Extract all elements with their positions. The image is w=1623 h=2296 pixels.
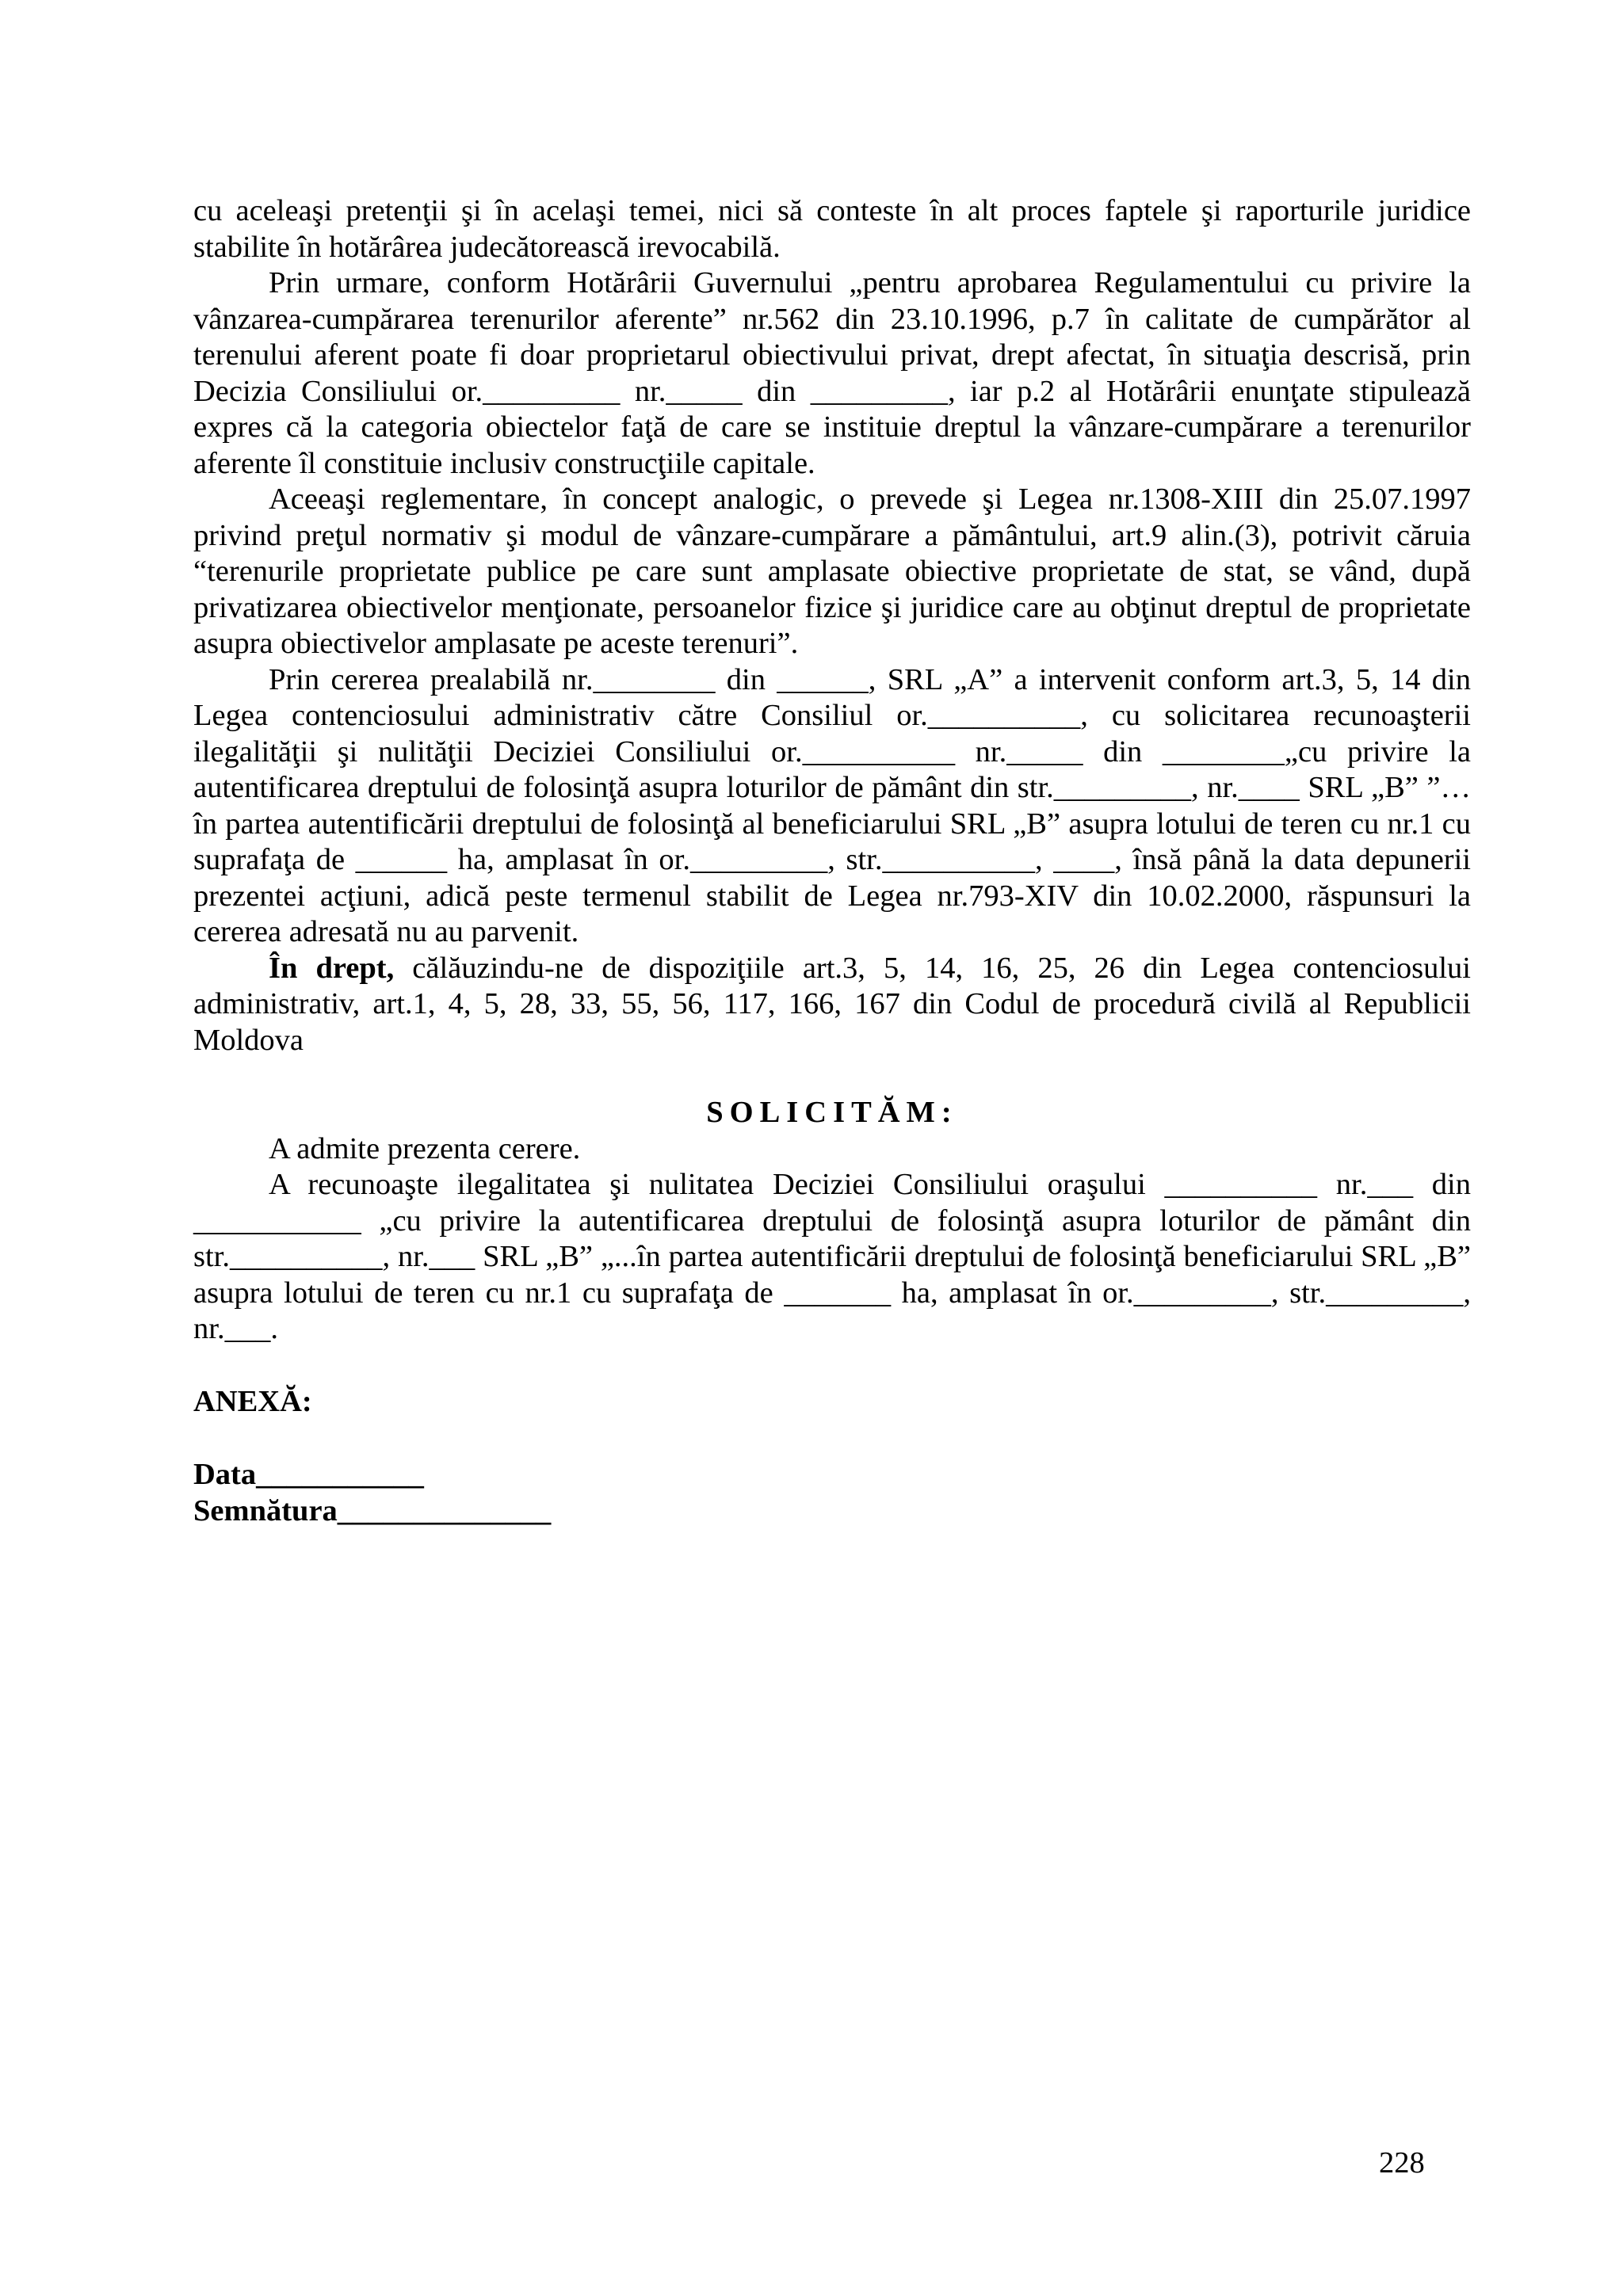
- paragraph-4: Prin cererea prealabilă nr.________ din ______, SRL „A” a intervenit conform art.3, 5, 14 din Legea contenciosului administrativ către Consiliul or.__________, cu solicitarea recunoaşterii ilegalităţii şi nulităţii Deciziei Consiliului or.__________ nr._____ din ________„cu privire la autentificarea dreptului de folosinţă asupra loturilor de pământ din str._________, nr.____ SRL „B” ”… în partea autentificării dreptului de folosinţă al beneficiarului SRL „B” asupra lotului de teren cu nr.1 cu suprafaţa de ______ ha, amplasat în or._________, str.__________, ____, însă până la data depunerii prezentei acţiuni, adică peste termenul stabilit de Legea nr.793-XIV din 10.02.2000, răspunsuri la cererea adresată nu au parvenit.: [193, 662, 1471, 948]
- page-number: 228: [1379, 2146, 1425, 2180]
- legal-basis-text: călăuzindu-ne de dispoziţiile art.3, 5, 14, 16, 25, 26 din Legea contenciosului administrativ, art.1, 4, 5, 28, 33, 55, 56, 117, 166, 167 din Codul de procedură civilă al Republicii Moldova: [193, 951, 1471, 1057]
- paragraph-legal-basis: [193, 951, 1471, 1059]
- paragraph-3: Aceeaşi reglementare, în concept analogic, o prevede şi Legea nr.1308-XIII din 25.07.1997 privind preţul normativ şi modul de vânzare-cumpărare a pământului, art.9 alin.(3), potrivit căruia “terenurile proprietate publice pe care sunt amplasate obiective proprietate de stat, se vând, după privatizarea obiectivelor menţionate, persoanelor fizice şi juridice care au obţinut dreptul de proprietate asupra obiectivelor amplasate pe aceste terenuri”.: [193, 482, 1471, 660]
- paragraph-1: cu aceleaşi pretenţii şi în acelaşi temei, nici să conteste în alt proces faptele şi raporturile juridice stabilite în hotărârea judecătorească irevocabilă.: [193, 194, 1471, 264]
- date-field: Data___________: [193, 1458, 424, 1491]
- document-body: [193, 193, 1471, 1529]
- request-item-2: A recunoaşte ilegalitatea şi nulitatea Deciziei Consiliului oraşului __________ nr.___ din ___________ „cu privire la autentificarea dreptului de folosinţă asupra loturilor de pământ din str.__________, nr.___ SRL „B” „...în partea autentificării dreptului de folosinţă beneficiarului SRL „B” asupra lotului de teren cu nr.1 cu suprafaţa de _______ ha, amplasat în or._________, str._________, nr.___.: [193, 1168, 1471, 1345]
- signature-field: Semnătura______________: [193, 1493, 552, 1527]
- signature-block: [193, 1457, 1471, 1529]
- request-item-1: A admite prezenta cerere.: [269, 1131, 581, 1165]
- paragraph-2: Prin urmare, conform Hotărârii Guvernului „pentru aprobarea Regulamentului cu privire la vânzarea-cumpărarea terenurilor aferente” nr.562 din 23.10.1996, p.7 în calitate de cumpărător al terenului aferent poate fi doar proprietarul obiectivului privat, drept afectat, în situaţia descrisă, prin Decizia Consiliului or._________ nr._____ din _________, iar p.2 al Hotărârii enunţate stipulează expres că la categoria obiectelor faţă de care se instituie dreptul la vânzare-cumpărare a terenurilor aferente îl constituie inclusiv construcţiile capitale.: [193, 266, 1471, 480]
- annex-label: ANEXĂ:: [193, 1384, 312, 1418]
- legal-basis-label: În drept,: [269, 951, 395, 985]
- request-heading: SOLICITĂM:: [706, 1096, 958, 1129]
